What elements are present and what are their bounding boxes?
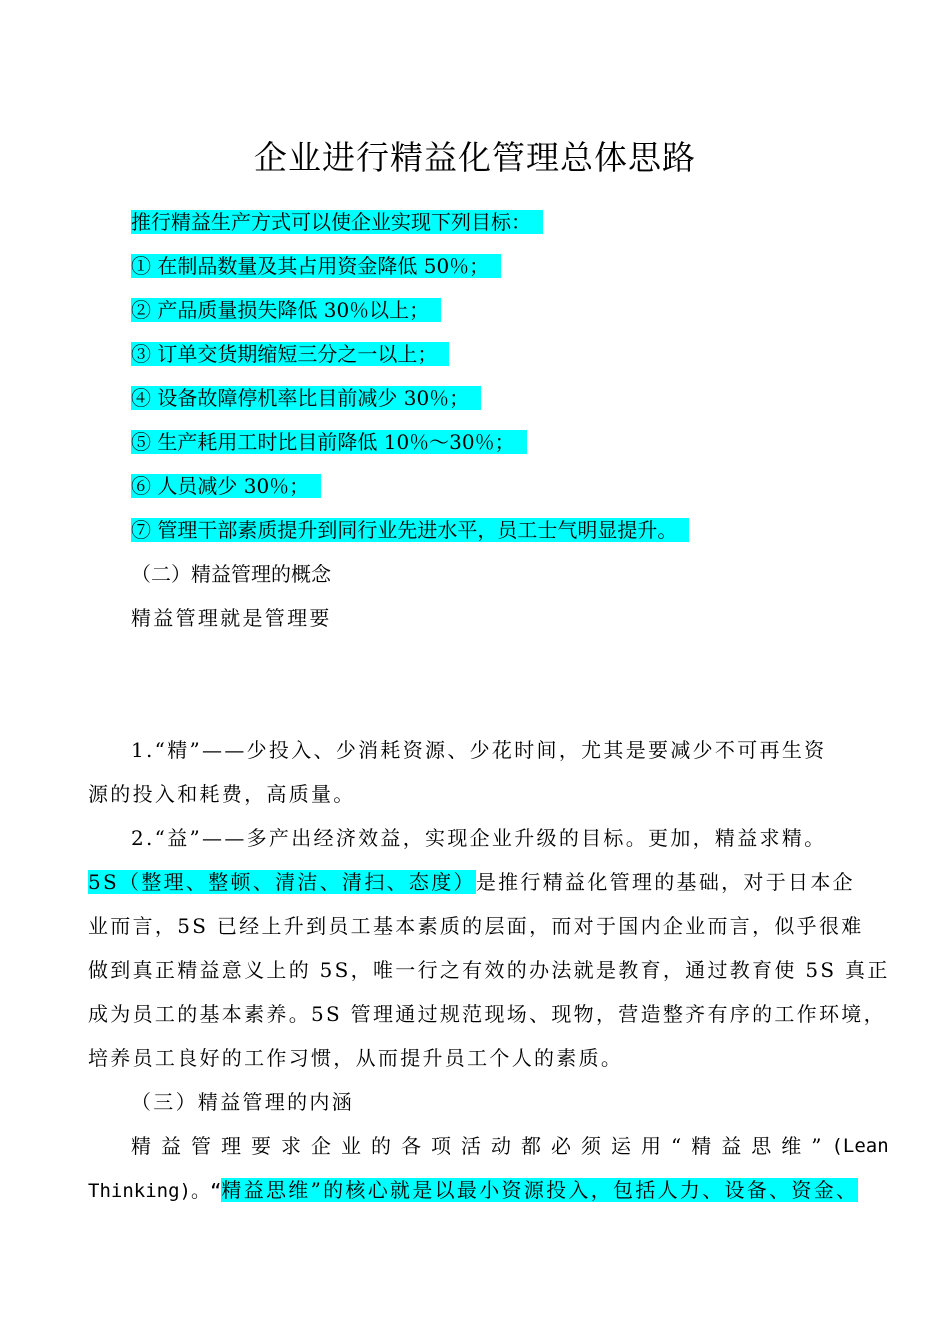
list-item	[131, 515, 689, 545]
list-item	[131, 383, 481, 413]
list-item	[131, 295, 441, 325]
fives-rest: 是推行精益化管理的基础，对于日本企	[475, 870, 855, 894]
section3-heading: （三）精益管理的内涵	[131, 1090, 354, 1114]
list-item	[131, 427, 527, 457]
point1-line1: 1.“精”——少投入、少消耗资源、少花时间，尤其是要减少不可再生资	[131, 738, 827, 762]
section2-lead: 精益管理就是管理要	[131, 606, 332, 630]
goal-item-5: ⑤ 生产耗用工时比目前降低 10％～30％；	[131, 430, 527, 454]
section3-para-highlight: 精益思维”的核心就是以最小资源投入，包括人力、设备、资金、	[221, 1178, 859, 1202]
goal-item-2: ② 产品质量损失降低 30％以上；	[131, 298, 441, 322]
fives-line5: 培养员工良好的工作习惯，从而提升员工个人的素质。	[88, 1046, 624, 1070]
goal-item-4: ④ 设备故障停机率比目前减少 30％；	[131, 386, 481, 410]
point2-line: 2.“益”——多产出经济效益，实现企业升级的目标。更加，精益求精。	[131, 826, 827, 850]
goals-intro-text: 推行精益生产方式可以使企业实现下列目标：	[131, 210, 543, 234]
fives-line3: 做到真正精益意义上的 5S，唯一行之有效的办法就是教育，通过教育使 5S 真正	[88, 958, 890, 982]
section3-para-line1	[131, 1131, 889, 1161]
fives-line2: 业而言，5S 已经上升到员工基本素质的层面，而对于国内企业而言，似乎很难	[88, 914, 864, 938]
list-item	[131, 251, 501, 281]
fives-line4: 成为员工的基本素养。5S 管理通过规范现场、现物，营造整齐有序的工作环境，	[88, 1002, 886, 1026]
section3-para-tail: (Lean	[831, 1135, 889, 1157]
goal-item-6: ⑥ 人员减少 30％；	[131, 474, 321, 498]
goal-item-7: ⑦ 管理干部素质提升到同行业先进水平，员工士气明显提升。	[131, 518, 689, 542]
goal-item-3: ③ 订单交货期缩短三分之一以上；	[131, 342, 449, 366]
section3-para-text: 精益管理要求企业的各项活动都必须运用“精益思维”	[131, 1134, 832, 1158]
section3-para-lead: Thinking)。“	[88, 1180, 222, 1202]
fives-highlight: 5S（整理、整顿、清洁、清扫、态度）	[88, 870, 476, 894]
goal-item-1: ① 在制品数量及其占用资金降低 50％；	[131, 254, 501, 278]
list-item	[131, 471, 321, 501]
point1-line2: 源的投入和耗费，高质量。	[88, 782, 356, 806]
section3-para-line2	[88, 1175, 858, 1206]
page-title: 企业进行精益化管理总体思路	[254, 138, 696, 177]
list-item	[131, 339, 449, 369]
fives-line1	[88, 867, 855, 897]
goals-intro	[131, 207, 543, 237]
section2-heading: （二）精益管理的概念	[131, 562, 331, 586]
